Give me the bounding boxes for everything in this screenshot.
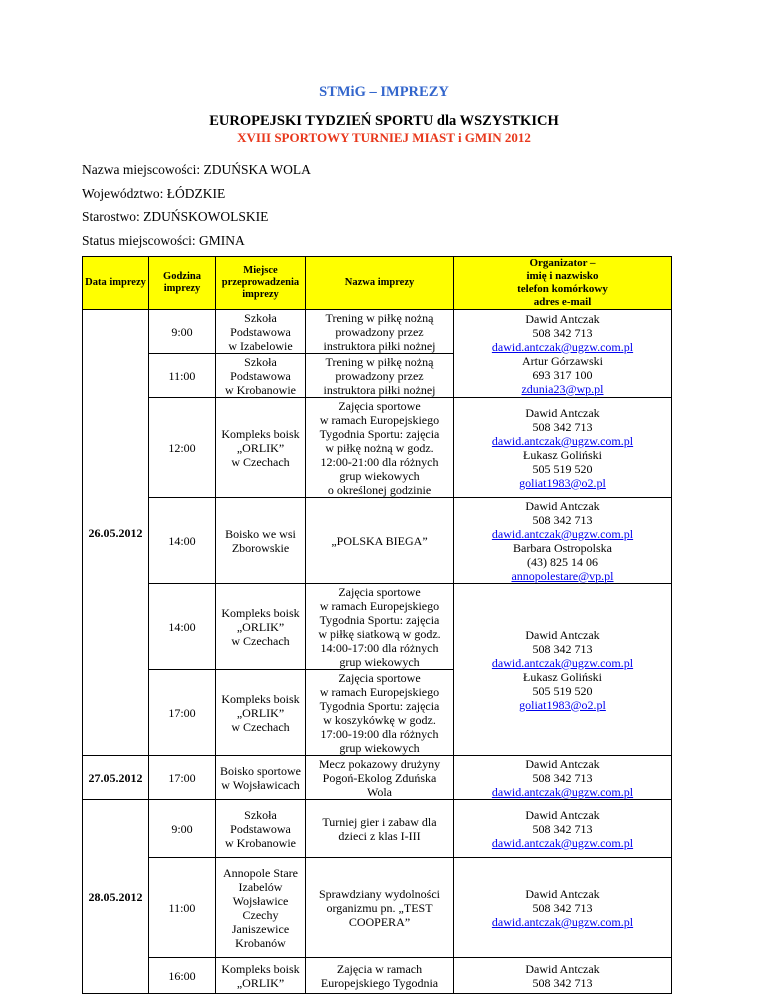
table-row <box>83 584 672 670</box>
event-name: „POLSKA BIEGA” <box>306 498 454 584</box>
table-row <box>83 858 672 958</box>
organizer-email-link[interactable]: goliat1983@o2.pl <box>519 475 606 490</box>
county-line: Starostwo: ZDUŃSKOWOLSKIE <box>82 209 269 224</box>
event-hour: 16:00 <box>149 958 216 994</box>
event-organizer: Dawid Antczak 508 342 713 dawid.antczak@ugzw.com.pl Barbara Ostropolska (43) 825 14 06 annopolestare@vp.pl <box>454 498 672 584</box>
event-place: Szkoła Podstawowa w Krobanowie <box>216 354 306 398</box>
table-header-row <box>83 257 672 310</box>
event-name: Zajęcia w ramach Europejskiego Tygodnia <box>306 958 454 994</box>
organizer-email-link[interactable]: goliat1983@o2.pl <box>519 697 606 712</box>
voivodeship-line: Województwo: ŁÓDZKIE <box>82 186 226 201</box>
event-organizer: Dawid Antczak 508 342 713 dawid.antczak@ugzw.com.pl <box>454 800 672 858</box>
event-organizer: Dawid Antczak 508 342 713 dawid.antczak@ugzw.com.pl Łukasz Goliński 505 519 520 goliat1983@o2.pl <box>454 398 672 498</box>
table-row <box>83 310 672 354</box>
table-row <box>83 398 672 498</box>
header-organizer: Organizator – imię i nazwisko telefon komórkowy adres e-mail <box>454 257 672 310</box>
table-row <box>83 800 672 858</box>
event-hour: 14:00 <box>149 584 216 670</box>
event-organizer: Dawid Antczak 508 342 713 dawid.antczak@ugzw.com.pl <box>454 858 672 958</box>
event-place: Kompleks boisk „ORLIK” w Czechach <box>216 670 306 756</box>
event-name: Sprawdziany wydolności organizmu pn. „TEST COOPERA” <box>306 858 454 958</box>
event-place: Kompleks boisk „ORLIK” w Czechach <box>216 398 306 498</box>
table-row <box>83 756 672 800</box>
event-name: Zajęcia sportowe w ramach Europejskiego Tygodnia Sportu: zajęcia w koszykówkę w godz. 17:00-19:00 dla różnych grup wiekowych <box>306 670 454 756</box>
event-organizer: Dawid Antczak 508 342 713 dawid.antczak@ugzw.com.pl <box>454 756 672 800</box>
document-subtitle: XVIII SPORTOWY TURNIEJ MIAST i GMIN 2012 <box>237 130 531 145</box>
event-place: Kompleks boisk „ORLIK” <box>216 958 306 994</box>
organizer-email-link[interactable]: dawid.antczak@ugzw.com.pl <box>491 655 634 670</box>
organizer-email-link[interactable]: dawid.antczak@ugzw.com.pl <box>491 433 634 448</box>
section-title: STMiG – IMPREZY <box>319 84 449 100</box>
event-hour: 9:00 <box>149 310 216 354</box>
event-hour: 12:00 <box>149 398 216 498</box>
event-name: Trening w piłkę nożną prowadzony przez instruktora piłki nożnej <box>306 354 454 398</box>
event-name: Trening w piłkę nożną prowadzony przez instruktora piłki nożnej <box>306 310 454 354</box>
header-place: Miejsce przeprowadzenia imprezy <box>216 257 306 310</box>
document-title: EUROPEJSKI TYDZIEŃ SPORTU dla WSZYSTKICH <box>209 113 559 129</box>
table-row <box>83 498 672 584</box>
organizer-email-link[interactable]: dawid.antczak@ugzw.com.pl <box>491 339 634 354</box>
event-name: Turniej gier i zabaw dla dzieci z klas I-III <box>306 800 454 858</box>
event-organizer: Dawid Antczak 508 342 713 <box>454 958 672 994</box>
organizer-email-link[interactable]: dawid.antczak@ugzw.com.pl <box>491 835 634 850</box>
header-hour: Godzina imprezy <box>149 257 216 310</box>
organizer-email-link[interactable]: annopolestare@vp.pl <box>511 568 614 583</box>
event-place: Szkoła Podstawowa w Izabelowie <box>216 310 306 354</box>
event-place: Kompleks boisk „ORLIK” w Czechach <box>216 584 306 670</box>
events-table <box>82 256 672 994</box>
event-organizer: Dawid Antczak 508 342 713 dawid.antczak@ugzw.com.pl Artur Górzawski 693 317 100 zdunia23@wp.pl <box>454 310 672 398</box>
event-hour: 17:00 <box>149 756 216 800</box>
event-hour: 11:00 <box>149 858 216 958</box>
event-date: 27.05.2012 <box>83 756 149 800</box>
event-organizer: Dawid Antczak 508 342 713 dawid.antczak@ugzw.com.pl Łukasz Goliński 505 519 520 goliat1983@o2.pl <box>454 584 672 756</box>
status-line: Status miejscowości: GMINA <box>82 233 245 248</box>
event-hour: 9:00 <box>149 800 216 858</box>
town-line: Nazwa miejscowości: ZDUŃSKA WOLA <box>82 162 311 177</box>
event-name: Zajęcia sportowe w ramach Europejskiego Tygodnia Sportu: zajęcia w piłkę nożną w godz. 12:00-21:00 dla różnych grup wiekowych o określonej godzinie <box>306 398 454 498</box>
event-hour: 11:00 <box>149 354 216 398</box>
event-place: Annopole Stare Izabelów Wojsławice Czechy Janiszewice Krobanów <box>216 858 306 958</box>
organizer-email-link[interactable]: dawid.antczak@ugzw.com.pl <box>491 526 634 541</box>
organizer-email-link[interactable]: dawid.antczak@ugzw.com.pl <box>491 784 634 799</box>
event-hour: 14:00 <box>149 498 216 584</box>
table-row <box>83 958 672 994</box>
event-place: Szkoła Podstawowa w Krobanowie <box>216 800 306 858</box>
event-name: Zajęcia sportowe w ramach Europejskiego Tygodnia Sportu: zajęcia w piłkę siatkową w godz. 14:00-17:00 dla różnych grup wiekowych <box>306 584 454 670</box>
organizer-email-link[interactable]: zdunia23@wp.pl <box>521 381 604 396</box>
event-date: 28.05.2012 <box>83 800 149 994</box>
event-place: Boisko sportowe w Wojsławicach <box>216 756 306 800</box>
event-name: Mecz pokazowy drużyny Pogoń-Ekolog Zduńska Wola <box>306 756 454 800</box>
header-event-name: Nazwa imprezy <box>306 257 454 310</box>
organizer-email-link[interactable]: dawid.antczak@ugzw.com.pl <box>491 914 634 929</box>
event-hour: 17:00 <box>149 670 216 756</box>
header-date: Data imprezy <box>83 257 149 310</box>
event-place: Boisko we wsi Zborowskie <box>216 498 306 584</box>
event-date: 26.05.2012 <box>83 310 149 756</box>
